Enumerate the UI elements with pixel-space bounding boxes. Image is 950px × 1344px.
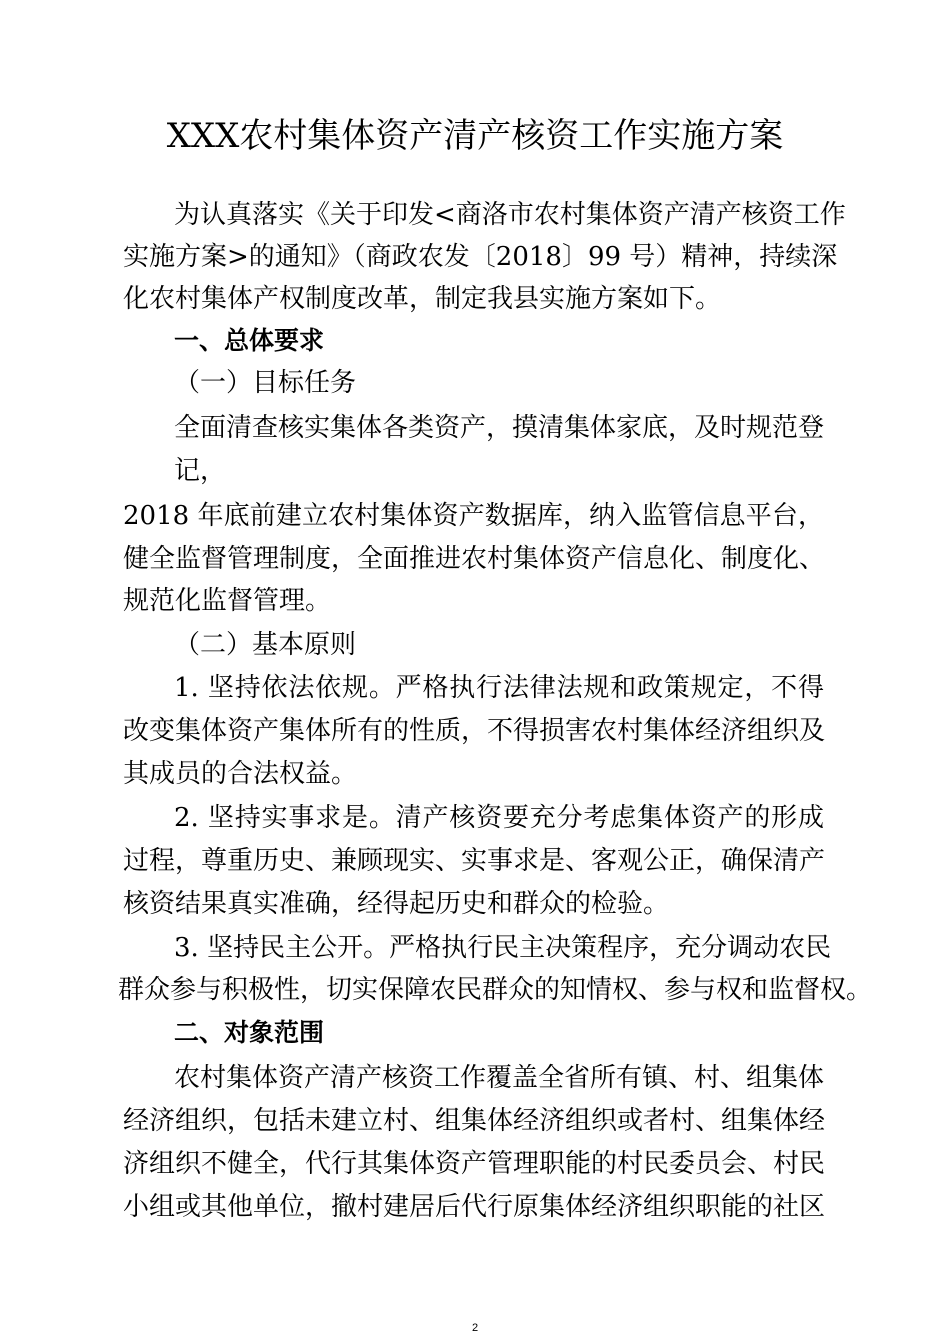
subsection-heading-2: （二）基本原则 bbox=[174, 630, 357, 660]
principle-3-line-2: 群众参与积极性，切实保障农民群众的知情权、参与权和监督权。 bbox=[118, 975, 873, 1005]
goal-line-1: 全面清查核实集体各类资产，摸清集体家底，及时规范登 bbox=[174, 413, 825, 443]
scope-line-1: 农村集体资产清产核资工作覆盖全省所有镇、村、组集体 bbox=[174, 1063, 825, 1093]
scope-line-3: 济组织不健全，代行其集体资产管理职能的村民委员会、村民 bbox=[123, 1149, 826, 1179]
principle-1-line-3: 其成员的合法权益。 bbox=[123, 759, 358, 789]
goal-line-2: 记， bbox=[174, 456, 227, 486]
principle-1-line-1: 1. 坚持依法依规。严格执行法律法规和政策规定，不得 bbox=[174, 673, 824, 703]
goal-line-4: 健全监督管理制度，全面推进农村集体资产信息化、制度化、 bbox=[123, 544, 826, 574]
intro-line-1: 为认真落实《关于印发<商洛市农村集体资产清产核资工作 bbox=[174, 200, 846, 230]
scope-line-2: 经济组织，包括未建立村、组集体经济组织或者村、组集体经 bbox=[123, 1106, 826, 1136]
scope-line-4: 小组或其他单位，撤村建居后代行原集体经济组织职能的社区 bbox=[123, 1192, 826, 1222]
intro-line-3: 化农村集体产权制度改革，制定我县实施方案如下。 bbox=[123, 284, 722, 314]
intro-line-2: 实施方案>的通知》（商政农发〔2018〕99 号）精神，持续深 bbox=[123, 242, 838, 272]
section-heading-1: 一、总体要求 bbox=[174, 326, 325, 355]
principle-2-line-1: 2. 坚持实事求是。清产核资要充分考虑集体资产的形成 bbox=[174, 803, 824, 833]
goal-line-3: 2018 年底前建立农村集体资产数据库，纳入监管信息平台， bbox=[123, 501, 824, 531]
principle-2-line-3: 核资结果真实准确，经得起历史和群众的检验。 bbox=[123, 889, 670, 919]
principle-3-line-1: 3. 坚持民主公开。严格执行民主决策程序，充分调动农民 bbox=[174, 933, 832, 963]
section-heading-2: 二、对象范围 bbox=[174, 1018, 325, 1047]
principle-1-line-2: 改变集体资产集体所有的性质，不得损害农村集体经济组织及 bbox=[123, 716, 826, 746]
page-number: 2 bbox=[471, 1322, 479, 1334]
document-title: XXX农村集体资产清产核资工作实施方案 bbox=[166, 116, 784, 156]
subsection-heading-1: （一）目标任务 bbox=[174, 368, 357, 398]
goal-line-5: 规范化监督管理。 bbox=[123, 586, 332, 616]
principle-2-line-2: 过程，尊重历史、兼顾现实、实事求是、客观公正，确保清产 bbox=[123, 846, 826, 876]
